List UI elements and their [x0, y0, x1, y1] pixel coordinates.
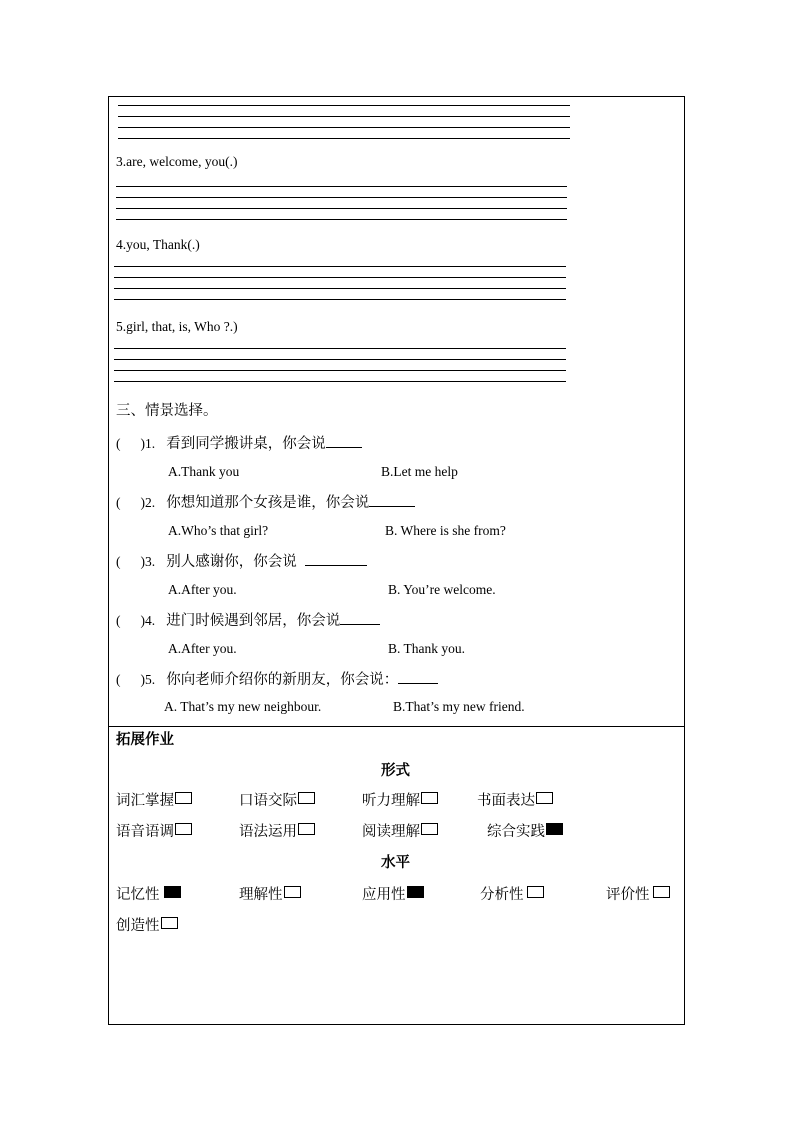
answer-line — [116, 197, 567, 198]
answer-line — [118, 127, 570, 128]
option-a: A. That’s my new neighbour. — [164, 699, 322, 714]
question-number: )2. — [140, 495, 156, 510]
option-b: B.Let me help — [381, 464, 458, 479]
checkbox-checked[interactable] — [546, 823, 563, 835]
sentence-prompt-3: 3.are, welcome, you(.) — [116, 154, 238, 169]
option-b: B.That’s my new friend. — [393, 699, 525, 714]
form-option-label: 听力理解 — [362, 793, 420, 809]
level-option-label: 评价性 — [606, 887, 650, 903]
sentence-prompt-5: 5.girl, that, is, Who ?.) — [116, 319, 238, 334]
form-option-label: 语音语调 — [116, 824, 174, 840]
checkbox[interactable] — [536, 792, 553, 804]
checkbox[interactable] — [653, 886, 670, 898]
form-option[interactable] — [116, 820, 192, 841]
form-option-label: 综合实践 — [487, 824, 545, 840]
question-prompt: 别人感谢你，你会说 — [166, 554, 297, 570]
checkbox[interactable] — [284, 886, 301, 898]
question-number: )4. — [140, 613, 156, 628]
form-option-label: 词汇掌握 — [116, 793, 174, 809]
answer-line — [114, 266, 566, 267]
option-a: A.Who’s that girl? — [168, 523, 269, 538]
option-b: B. You’re welcome. — [388, 582, 496, 597]
question-number: )5. — [140, 672, 156, 687]
option-a: A.After you. — [168, 582, 237, 597]
form-option[interactable] — [239, 789, 315, 810]
checkbox[interactable] — [527, 886, 544, 898]
answer-blank[interactable] — [305, 551, 367, 566]
form-option-label: 阅读理解 — [362, 824, 420, 840]
answer-line — [114, 370, 566, 371]
form-option[interactable] — [239, 820, 315, 841]
answer-line — [116, 186, 567, 187]
level-option-label: 分析性 — [480, 887, 524, 903]
option-a: A.Thank you — [168, 464, 240, 479]
answer-paren: ( — [116, 672, 121, 687]
answer-blank[interactable] — [326, 433, 362, 448]
form-heading: 形式 — [381, 763, 410, 779]
extension-title: 拓展作业 — [116, 732, 174, 748]
situation-question-2 — [116, 491, 415, 512]
level-option[interactable] — [116, 914, 178, 935]
form-option-label: 语法运用 — [239, 824, 297, 840]
situation-question-3 — [116, 550, 367, 571]
answer-line — [114, 348, 566, 349]
answer-line — [118, 138, 570, 139]
section-divider — [109, 726, 684, 727]
answer-blank[interactable] — [398, 669, 438, 684]
level-option-label: 创造性 — [116, 918, 160, 934]
answer-blank[interactable] — [369, 492, 415, 507]
checkbox-checked[interactable] — [407, 886, 424, 898]
answer-line — [114, 381, 566, 382]
checkbox[interactable] — [175, 792, 192, 804]
level-option-label: 记忆性 — [116, 887, 160, 903]
checkbox[interactable] — [161, 917, 178, 929]
level-option[interactable] — [116, 883, 181, 904]
level-option[interactable] — [362, 883, 424, 904]
level-option[interactable] — [239, 883, 301, 904]
answer-line — [118, 105, 570, 106]
form-option[interactable] — [487, 820, 563, 841]
answer-paren: ( — [116, 613, 121, 628]
checkbox[interactable] — [175, 823, 192, 835]
question-number: )3. — [140, 554, 156, 569]
answer-line — [116, 219, 567, 220]
situation-question-1 — [116, 432, 362, 453]
form-option[interactable] — [362, 820, 438, 841]
question-prompt: 你想知道那个女孩是谁，你会说 — [166, 495, 370, 511]
level-option-label: 理解性 — [239, 887, 283, 903]
checkbox[interactable] — [421, 792, 438, 804]
checkbox[interactable] — [298, 792, 315, 804]
level-option[interactable] — [606, 883, 670, 904]
form-option[interactable] — [362, 789, 438, 810]
option-b: B. Thank you. — [388, 641, 465, 656]
question-prompt: 进门时候遇到邻居，你会说 — [166, 613, 341, 629]
checkbox-checked[interactable] — [164, 886, 181, 898]
option-b: B. Where is she from? — [385, 523, 506, 538]
situation-question-5 — [116, 668, 438, 689]
answer-paren: ( — [116, 436, 121, 451]
situation-question-4 — [116, 609, 380, 630]
level-option-label: 应用性 — [362, 887, 406, 903]
answer-paren: ( — [116, 495, 121, 510]
question-prompt: 看到同学搬讲桌，你会说 — [166, 436, 326, 452]
form-option[interactable] — [116, 789, 192, 810]
answer-line — [114, 288, 566, 289]
answer-paren: ( — [116, 554, 121, 569]
answer-line — [116, 208, 567, 209]
answer-blank[interactable] — [340, 610, 380, 625]
checkbox[interactable] — [421, 823, 438, 835]
form-option-label: 口语交际 — [239, 793, 297, 809]
question-prompt: 你向老师介绍你的新朋友，你会说： — [166, 672, 399, 688]
answer-line — [114, 277, 566, 278]
form-option-label: 书面表达 — [477, 793, 535, 809]
option-a: A.After you. — [168, 641, 237, 656]
answer-line — [118, 116, 570, 117]
question-number: )1. — [140, 436, 156, 451]
level-heading: 水平 — [381, 855, 410, 871]
form-option[interactable] — [477, 789, 553, 810]
sentence-prompt-4: 4.you, Thank(.) — [116, 237, 200, 252]
level-option[interactable] — [480, 883, 544, 904]
checkbox[interactable] — [298, 823, 315, 835]
answer-line — [114, 359, 566, 360]
section-heading: 三、情景选择。 — [116, 403, 218, 419]
answer-line — [114, 299, 566, 300]
